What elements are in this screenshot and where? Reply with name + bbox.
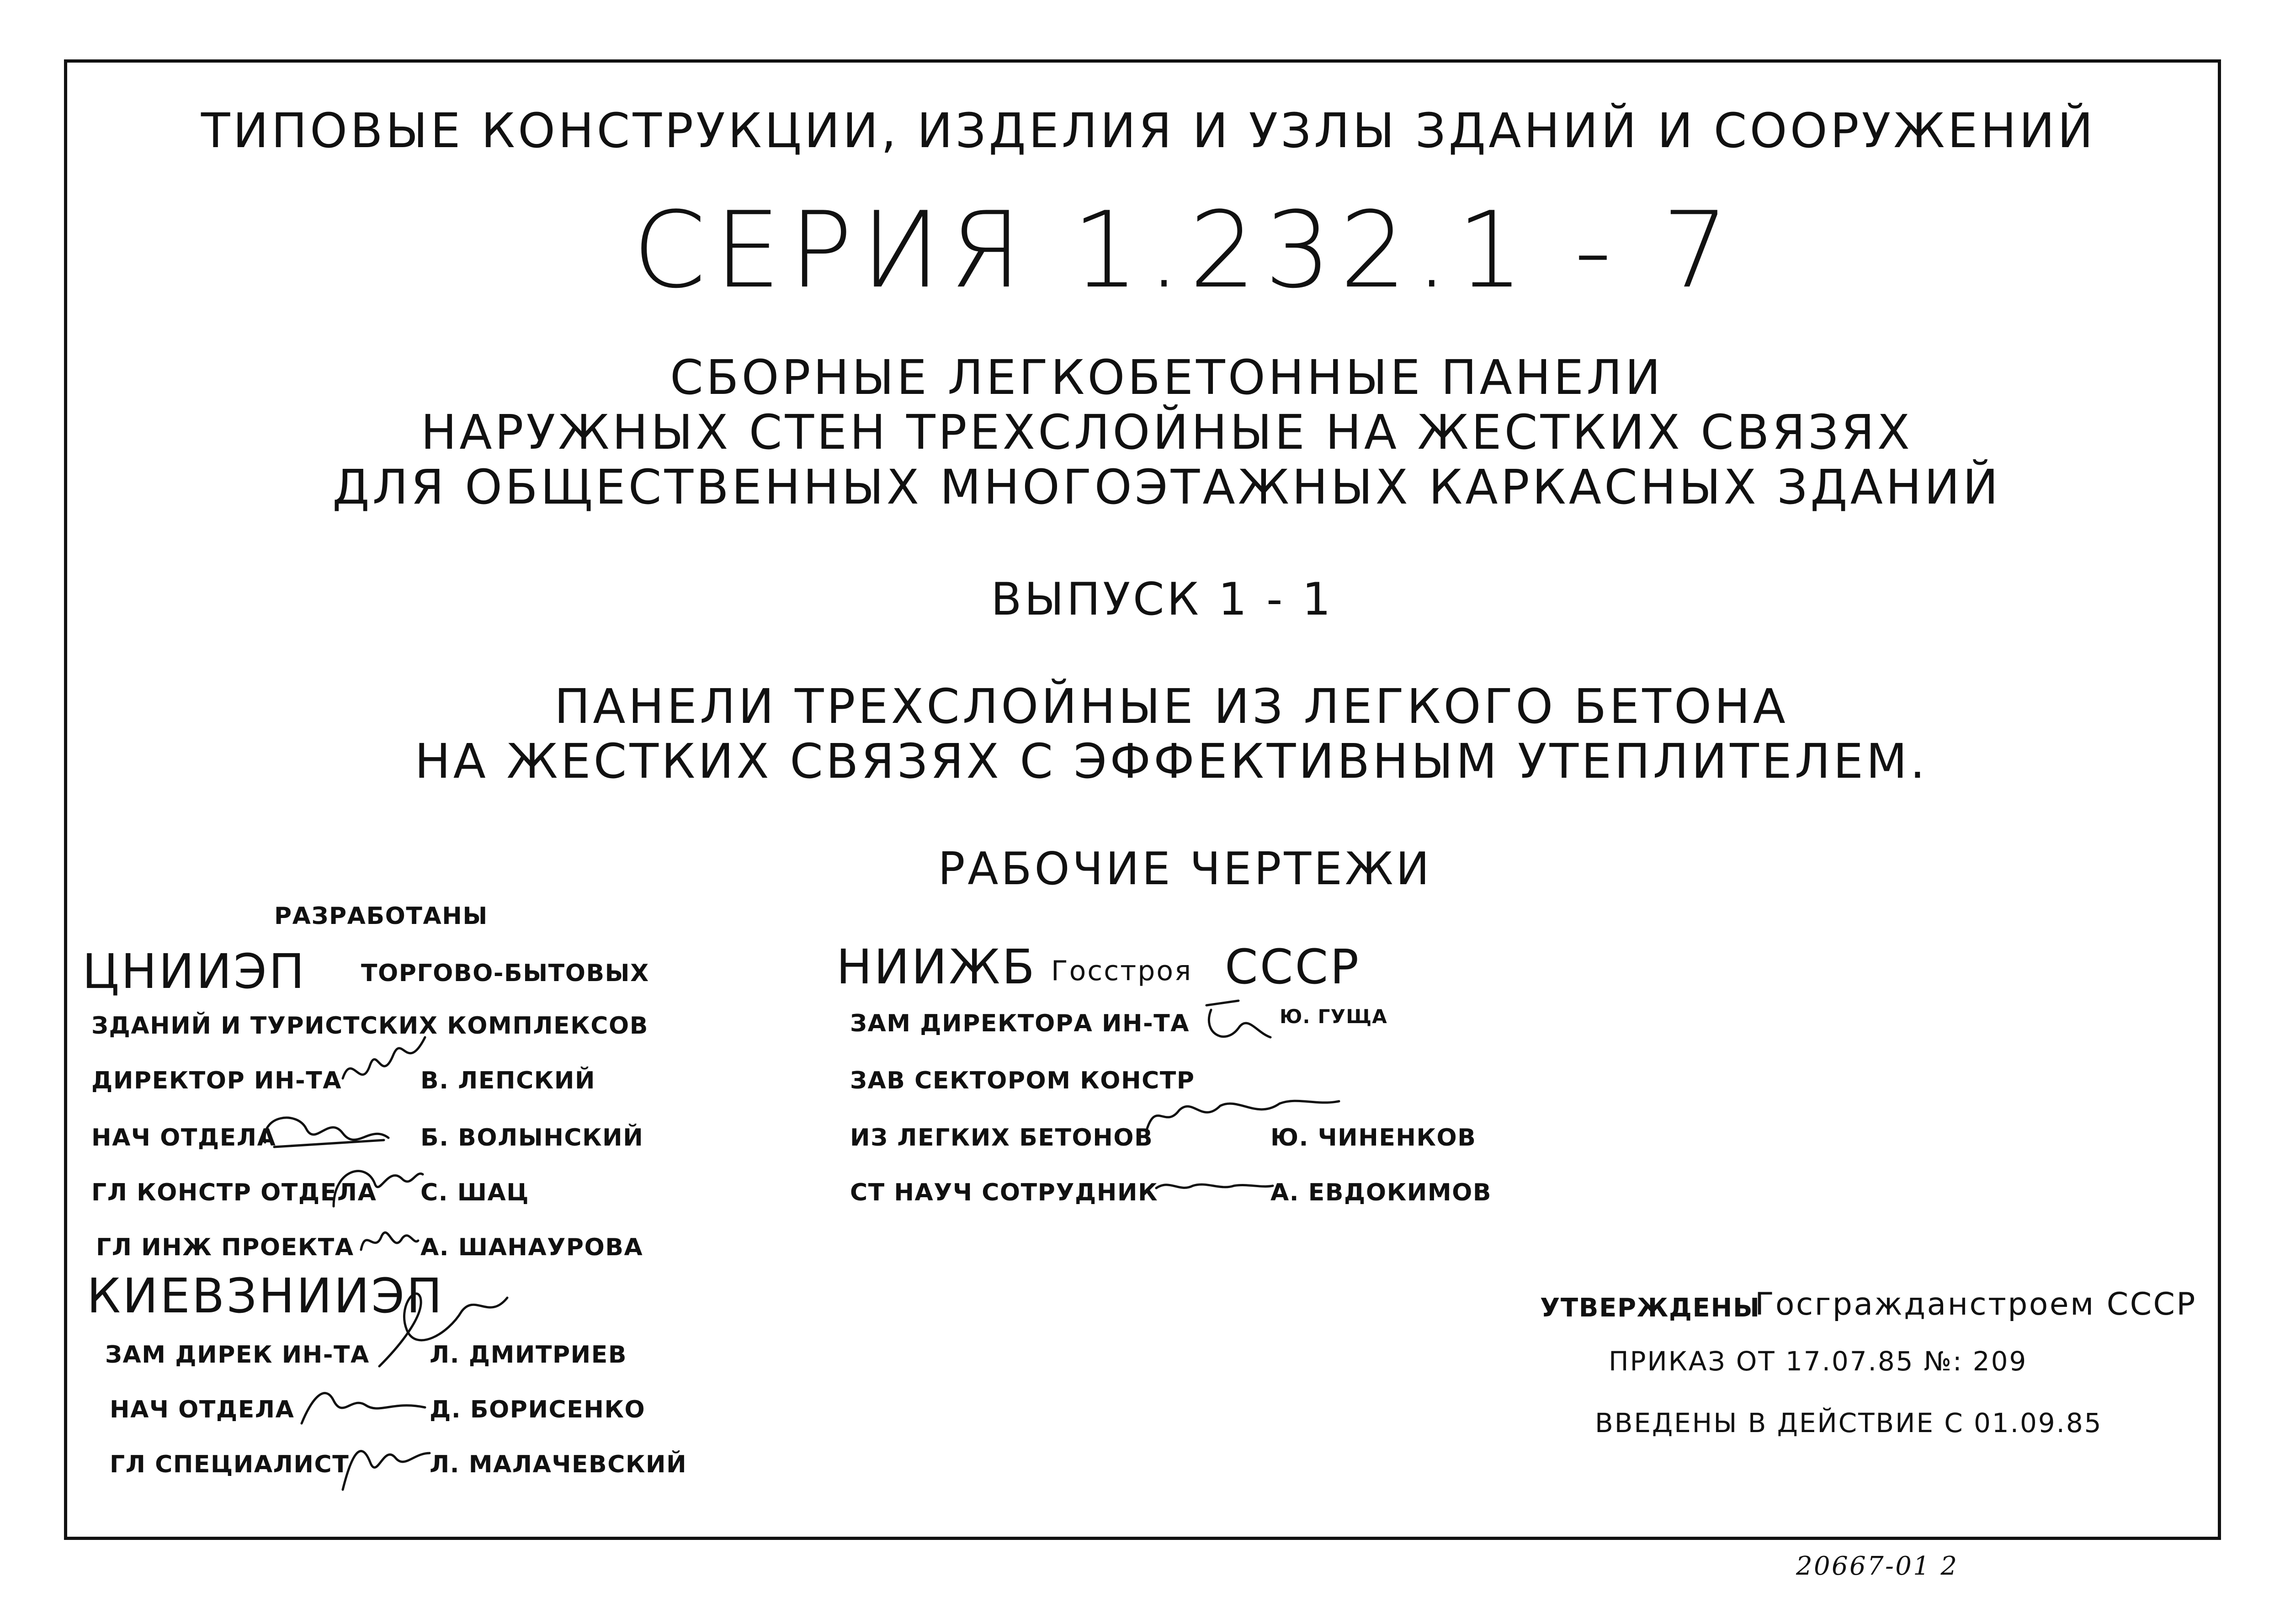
org1-staff-role-1: ДИРЕКТОР ИН-ТА — [91, 1067, 342, 1094]
org1-staff-role-4: ГЛ ИНЖ ПРОЕКТА — [96, 1234, 354, 1261]
subtitle-line-3: ДЛЯ ОБЩЕСТВЕННЫХ МНОГОЭТАЖНЫХ КАРКАСНЫХ ЗДАНИЙ — [332, 459, 2001, 515]
org3-staff-role-3: ИЗ ЛЕГКИХ БЕТОНОВ — [850, 1124, 1153, 1152]
org2-staff-name-2: Д. БОРИСЕНКО — [430, 1396, 646, 1423]
signature-dept-head-kiev — [292, 1373, 430, 1433]
signature-chief-specialist — [338, 1426, 434, 1499]
subtitle-line-1: СБОРНЫЕ ЛЕГКОБЕТОННЫЕ ПАНЕЛИ — [670, 350, 1663, 405]
subtitle-line-2: НАРУЖНЫХ СТЕН ТРЕХСЛОЙНЫЕ НА ЖЕСТКИХ СВЯЗЯХ — [420, 404, 1913, 460]
org2-staff-role-2: НАЧ ОТДЕЛА — [110, 1396, 295, 1423]
signature-deputy-director-kiev — [370, 1279, 521, 1380]
signature-senior-researcher — [1152, 1170, 1275, 1197]
issue-title-line-2: НА ЖЕСТКИХ СВЯЗЯХ С ЭФФЕКТИВНЫМ УТЕПЛИТЕЛЕМ. — [414, 733, 1928, 789]
top-title: ТИПОВЫЕ КОНСТРУКЦИИ, ИЗДЕЛИЯ И УЗЛЫ ЗДАНИЙ И СООРУЖЕНИЙ — [201, 103, 2096, 159]
series-number: СЕРИЯ 1.232.1 - 7 — [632, 190, 1738, 312]
approval-label: УТВЕРЖДЕНЫ — [1540, 1293, 1760, 1323]
developed-by-label: РАЗРАБОТАНЫ — [274, 902, 488, 930]
org3-staff-role-1: ЗАМ ДИРЕКТОРА ИН-ТА — [850, 1010, 1190, 1037]
org3-name-end: СССР — [1225, 939, 1361, 995]
signature-chief-designer — [324, 1152, 425, 1215]
org1-staff-role-3: ГЛ КОНСТР ОТДЕЛА — [91, 1179, 377, 1206]
approval-authority: Госгражданстроем СССР — [1755, 1286, 2197, 1322]
org1-name-line2: ЗДАНИЙ И ТУРИСТСКИХ КОМПЛЕКСОВ — [91, 1012, 648, 1040]
issue-title-line-1: ПАНЕЛИ ТРЕХСЛОЙНЫЕ ИЗ ЛЕГКОГО БЕТОНА — [554, 679, 1789, 734]
org3-staff-role-4: СТ НАУЧ СОТРУДНИК — [850, 1179, 1158, 1206]
org3-staff-role-2: ЗАВ СЕКТОРОМ КОНСТР — [850, 1067, 1195, 1094]
issue-number: ВЫПУСК 1 - 1 — [991, 573, 1334, 626]
org3-name-mid: Госстроя — [1051, 955, 1193, 987]
org2-staff-role-3: ГЛ СПЕЦИАЛИСТ — [110, 1451, 350, 1478]
org3-name: НИИЖБ — [836, 939, 1036, 995]
org2-staff-name-3: Л. МАЛАЧЕВСКИЙ — [430, 1451, 687, 1478]
org3-staff-name-4: А. ЕВДОКИМОВ — [1270, 1179, 1492, 1206]
org1-staff-name-1: В. ЛЕПСКИЙ — [420, 1067, 596, 1094]
signature-director — [338, 1024, 430, 1097]
signature-sector-head — [1142, 1088, 1344, 1138]
org3-staff-name-3: Ю. ЧИНЕНКОВ — [1270, 1124, 1477, 1152]
org3-staff-name-1: Ю. ГУЩА — [1280, 1005, 1388, 1028]
org1-staff-name-4: А. ШАНАУРОВА — [420, 1234, 643, 1261]
working-drawings-label: РАБОЧИЕ ЧЕРТЕЖИ — [938, 843, 1432, 895]
signature-dept-head — [256, 1097, 393, 1161]
org1-staff-role-2: НАЧ ОТДЕЛА — [91, 1124, 276, 1152]
org2-staff-role-1: ЗАМ ДИРЕК ИН-ТА — [105, 1341, 370, 1369]
signature-project-engineer — [356, 1218, 420, 1263]
approval-effective-date: ВВЕДЕНЫ В ДЕЙСТВИЕ С 01.09.85 — [1595, 1407, 2103, 1438]
org2-staff-name-1: Л. ДМИТРИЕВ — [430, 1341, 627, 1369]
org1-staff-name-3: С. ШАЦ — [420, 1179, 530, 1206]
org1-staff-name-2: Б. ВОЛЫНСКИЙ — [420, 1124, 644, 1152]
approval-order: ПРИКАЗ ОТ 17.07.85 №: 209 — [1609, 1346, 2028, 1377]
signature-niizhb-deputy — [1197, 992, 1275, 1056]
sheet-code: 20667-01 2 — [1796, 1551, 1959, 1581]
org1-name-cont: ТОРГОВО-БЫТОВЫХ — [361, 960, 649, 987]
org1-name: ЦНИИЭП — [82, 944, 307, 999]
org2-name: КИЕВЗНИИЭП — [87, 1268, 444, 1324]
